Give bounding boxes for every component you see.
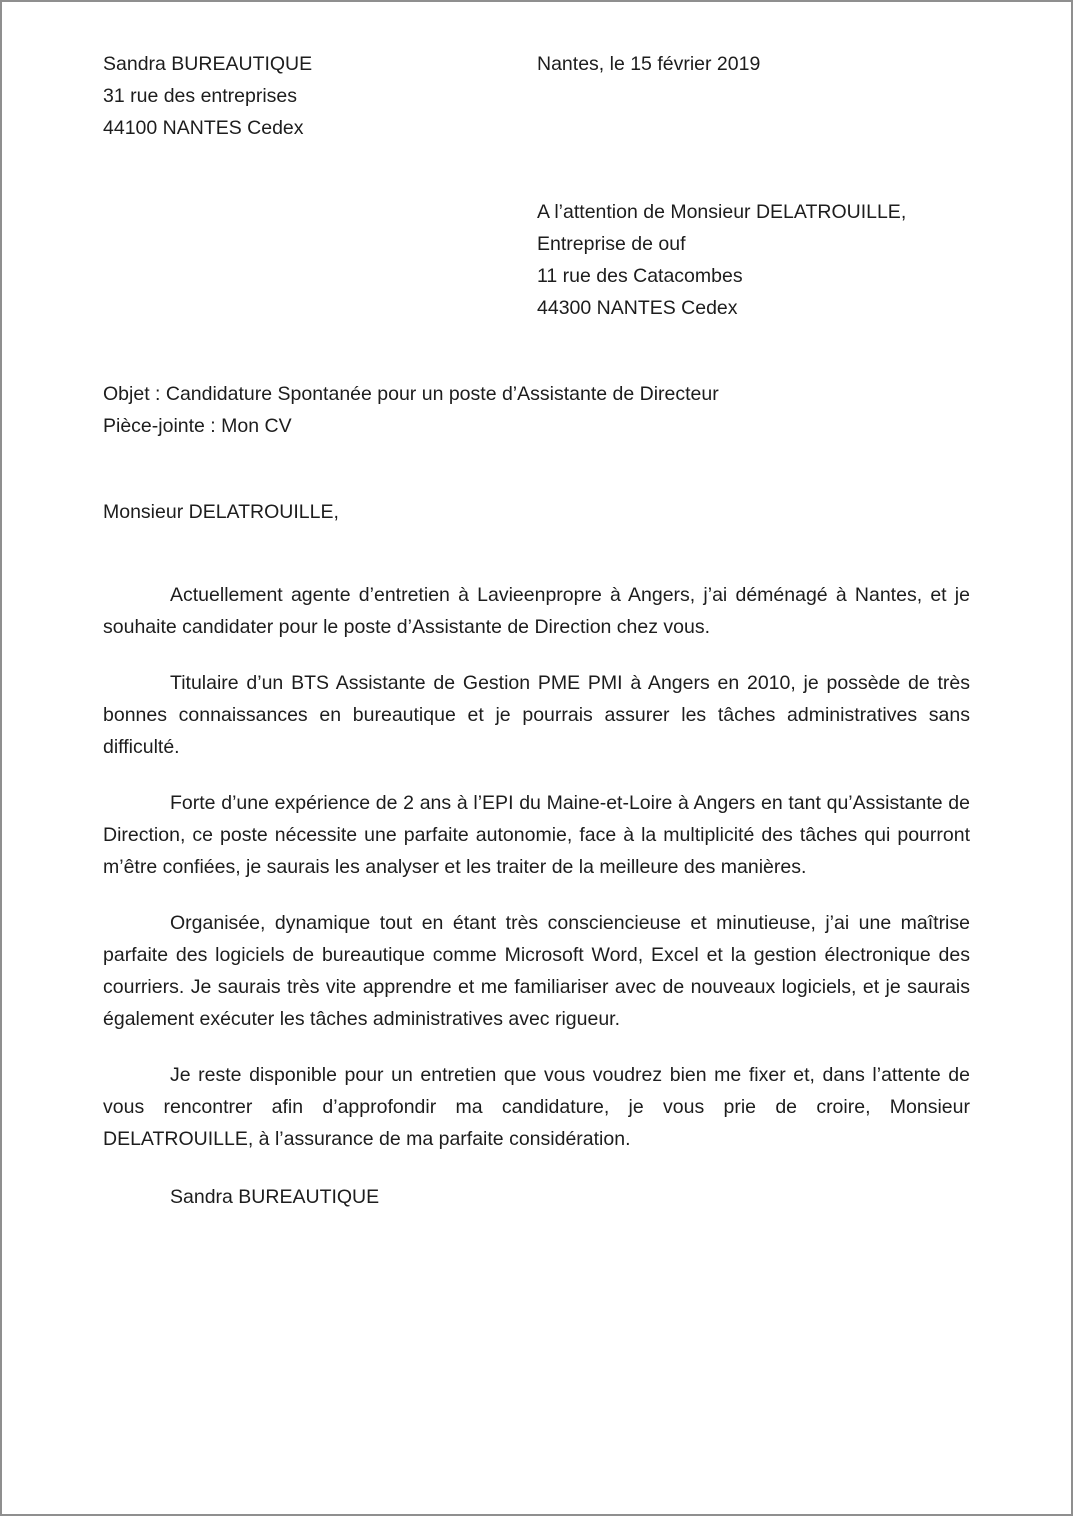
recipient-company: Entreprise de ouf	[537, 233, 686, 255]
sender-block	[103, 48, 537, 144]
signature: Sandra BUREAUTIQUE	[170, 1186, 380, 1208]
body-paragraph-3: Forte d’une expérience de 2 ans à l’EPI du Maine-et-Loire à Angers en tant qu’Assistante de Direction, ce poste nécessite une parfaite autonomie, face à la multiplicité des tâches qui pourront m’être confiées, je saurais les analyser et les traiter de la meilleure des manières.	[103, 792, 970, 878]
salutation: Monsieur DELATROUILLE,	[103, 501, 339, 523]
recipient-city: 44300 NANTES Cedex	[537, 297, 738, 319]
letter-content	[2, 2, 1071, 1213]
body-paragraph-2: Titulaire d’un BTS Assistante de Gestion PME PMI à Angers en 2010, je possède de très bonnes connaissances en bureautique et je pourrais assurer les tâches administratives sans difficulté.	[103, 672, 970, 758]
body-paragraph-5: Je reste disponible pour un entretien que vous voudrez bien me fixer et, dans l’attente de vous rencontrer afin d’approfondir ma candidature, je vous prie de croire, Monsieur DELATROUILLE, à l’assurance de ma parfaite considération.	[103, 1064, 970, 1150]
subject-block	[103, 378, 970, 442]
attachment-line: Pièce-jointe : Mon CV	[103, 415, 292, 437]
sender-address-line-1: 31 rue des entreprises	[103, 85, 298, 107]
recipient-block	[537, 196, 970, 324]
recipient-attention-line: A l’attention de Monsieur DELATROUILLE,	[537, 201, 907, 223]
recipient-street: 11 rue des Catacombes	[537, 265, 743, 287]
sender-address-line-2: 44100 NANTES Cedex	[103, 117, 304, 139]
date-line: Nantes, le 15 février 2019	[537, 53, 761, 75]
body-paragraph-1: Actuellement agente d’entretien à Lavieenpropre à Angers, j’ai déménagé à Nantes, et je souhaite candidater pour le poste d’Assistante de Direction chez vous.	[103, 584, 970, 638]
letter-header	[103, 48, 970, 144]
subject-line: Objet : Candidature Spontanée pour un poste d’Assistante de Directeur	[103, 383, 719, 405]
body-paragraph-4: Organisée, dynamique tout en étant très consciencieuse et minutieuse, j’ai une maîtrise parfaite des logiciels de bureautique comme Microsoft Word, Excel et la gestion électronique des courriers. Je saurais très vite apprendre et me familiariser avec de nouveaux logiciels, et je saurais également exécuter les tâches administratives avec rigueur.	[103, 912, 970, 1030]
sender-name: Sandra BUREAUTIQUE	[103, 53, 313, 75]
